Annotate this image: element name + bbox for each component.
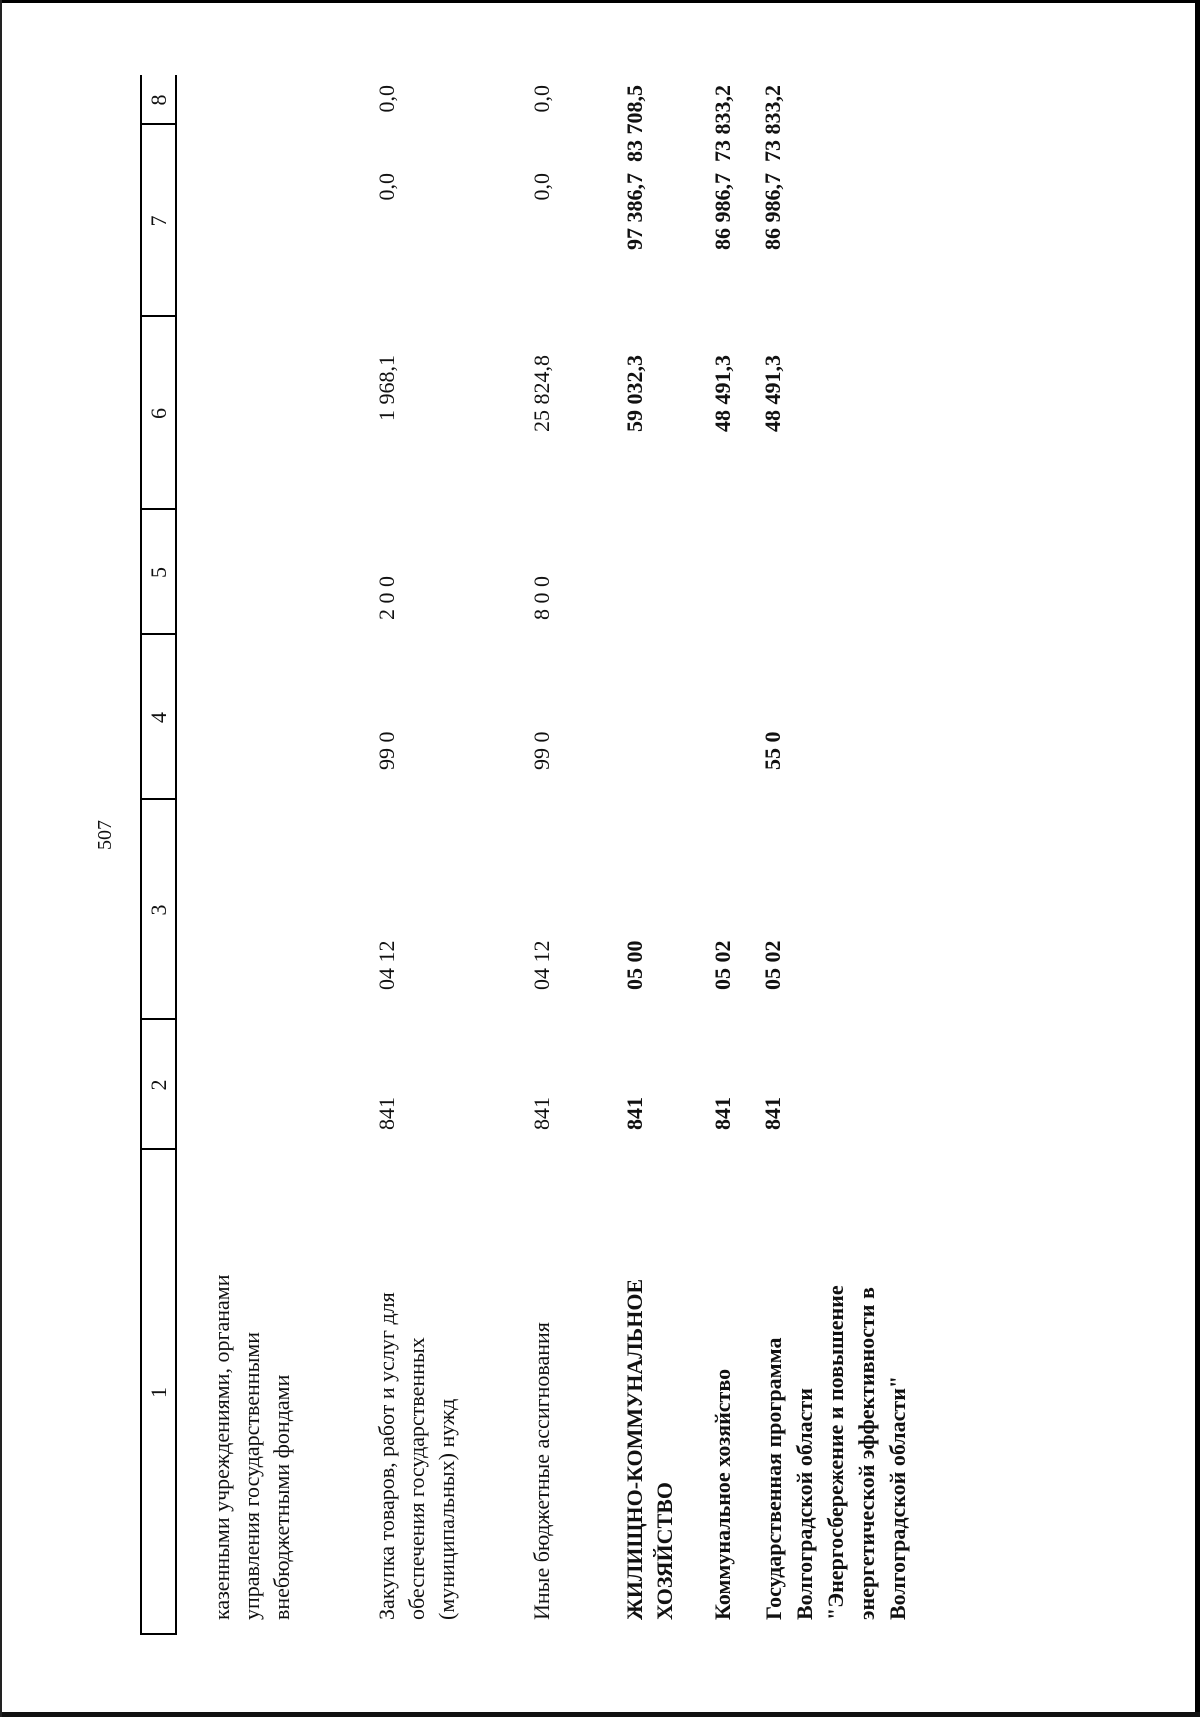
cell-amount-col8: 73 833,2 (710, 85, 735, 162)
cell-section-code: 05 02 (760, 940, 785, 990)
cell-amount-col7: 0,0 (374, 173, 399, 201)
cell-amount-col8: 0,0 (529, 85, 554, 113)
scan-border-top (0, 0, 1200, 3)
rotated-page (90, 75, 910, 1635)
scan-border-right (1195, 0, 1200, 1717)
cell-program-code: 99 0 (529, 731, 554, 770)
header-col-3: 3 (146, 904, 171, 916)
table-row-label: ЖИЛИЩНО-КОММУНАЛЬНОЕ ХОЗЯЙСТВО (622, 1278, 677, 1620)
cell-section-code: 05 02 (710, 940, 735, 990)
cell-program-code: 99 0 (374, 731, 399, 770)
cell-amount-col7: 86 986,7 (710, 173, 735, 250)
header-col-5: 5 (146, 567, 171, 578)
cell-amount-col7: 86 986,7 (760, 173, 785, 250)
cell-ministry-code: 841 (374, 1097, 399, 1130)
cell-ministry-code: 841 (760, 1097, 785, 1130)
table-row-label: Коммунальное хозяйство (710, 1368, 735, 1620)
cell-program-code: 55 0 (760, 731, 785, 770)
scan-border-left (0, 0, 2, 1717)
cell-amount-col6: 59 032,3 (622, 355, 647, 432)
header-col-7: 7 (146, 215, 171, 227)
page-number: 507 (94, 820, 116, 850)
table-row-label: казенными учреждениями, органами управления государственными внебюджетными фондами (209, 1274, 294, 1620)
header-col-6: 6 (146, 408, 171, 419)
cell-amount-col6: 25 824,8 (529, 355, 554, 432)
cell-amount-col6: 48 491,3 (760, 355, 785, 432)
cell-ministry-code: 841 (622, 1097, 647, 1130)
cell-section-code: 04 12 (374, 940, 399, 990)
cell-expense-type: 8 0 0 (529, 576, 554, 620)
cell-amount-col7: 0,0 (529, 173, 554, 201)
header-col-2: 2 (146, 1079, 171, 1091)
cell-amount-col8: 0,0 (374, 85, 399, 113)
cell-amount-col6: 1 968,1 (374, 355, 399, 421)
header-col-1: 1 (146, 1387, 171, 1398)
table-header-rule (175, 75, 177, 1635)
table-row-label: Иные бюджетные ассигнования (529, 1322, 554, 1620)
table-row-label: Государственная программа Волгоградской области "Энергосбережение и повышение энергетической эффективности в Волгоградской области" (761, 1285, 910, 1620)
cell-ministry-code: 841 (529, 1097, 554, 1130)
header-col-4: 4 (146, 712, 171, 723)
header-col-8: 8 (146, 94, 171, 106)
cell-amount-col6: 48 491,3 (710, 355, 735, 432)
cell-amount-col8: 73 833,2 (760, 85, 785, 162)
cell-section-code: 04 12 (529, 940, 554, 990)
scan-border-bottom (0, 1712, 1200, 1717)
cell-ministry-code: 841 (710, 1097, 735, 1130)
cell-section-code: 05 00 (622, 940, 647, 990)
cell-amount-col8: 83 708,5 (622, 85, 647, 162)
cell-expense-type: 2 0 0 (374, 576, 399, 620)
cell-amount-col7: 97 386,7 (622, 173, 647, 250)
table-row-label: Закупка товаров, работ и услуг для обеспечения государственных (муниципальных) нужд (374, 1292, 459, 1620)
